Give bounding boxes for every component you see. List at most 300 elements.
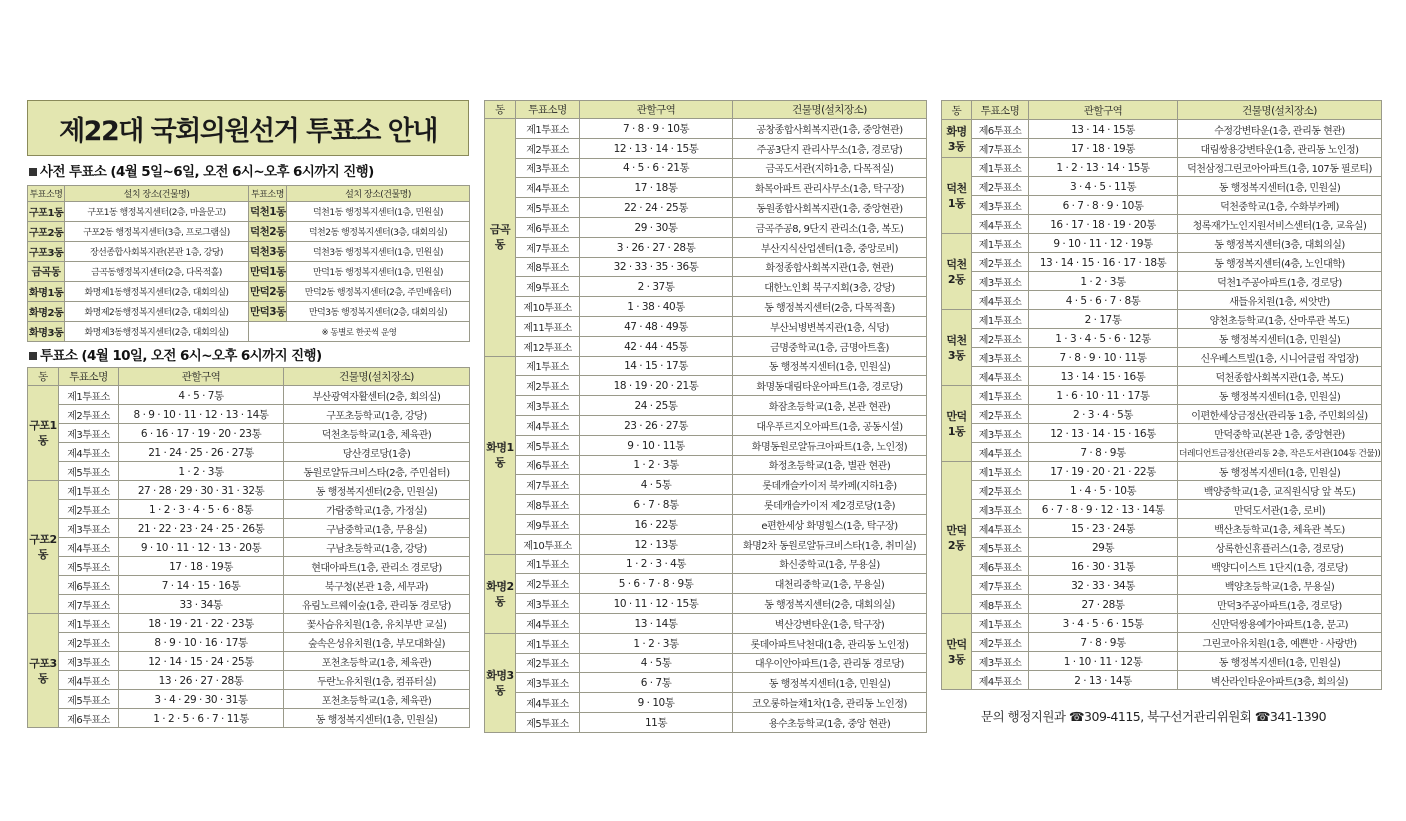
building-place: 구남초등학교(1층, 강당) — [284, 538, 470, 557]
contact-info: 문의 행정지원과 ☎309-4115, 북구선거관리위원회 ☎341-1390 — [981, 709, 1327, 724]
building-place: 대천리중학교(1층, 무용실) — [733, 574, 927, 594]
table-row — [485, 693, 927, 713]
table-row — [485, 336, 927, 356]
column-left — [27, 100, 469, 728]
table-row — [485, 633, 927, 653]
header-district: 관할구역 — [580, 101, 733, 119]
table-row — [942, 576, 1382, 595]
building-place: 금명중학교(1층, 금명아트홀) — [733, 336, 927, 356]
building-place: 동 행정복지센터(1층, 민원실) — [1178, 177, 1382, 196]
station-place: 화명제1동행정복지센터(2층, 대회의실) — [65, 282, 249, 302]
district-range: 24 · 25통 — [580, 396, 733, 416]
table-row — [942, 462, 1382, 481]
building-place: 가람중학교(1층, 가정실) — [284, 500, 470, 519]
table-row — [942, 234, 1382, 253]
station-name: 제7투표소 — [516, 237, 580, 257]
station-name: 제1투표소 — [972, 234, 1029, 253]
station-name: 제5투표소 — [516, 435, 580, 455]
table-row — [485, 594, 927, 614]
station-name: 만덕2동 — [249, 282, 287, 302]
station-name: 제2투표소 — [972, 481, 1029, 500]
early-voting-table — [27, 185, 470, 342]
table-row — [485, 396, 927, 416]
district-range: 1 · 2 · 3 · 4통 — [580, 554, 733, 574]
station-name: 만덕1동 — [249, 262, 287, 282]
station-name: 제1투표소 — [516, 356, 580, 376]
building-place: 대한노인회 북구지회(3층, 강당) — [733, 277, 927, 297]
building-place: 이편한세상금정산(관리동 1층, 주민회의실) — [1178, 405, 1382, 424]
table-header-row — [942, 101, 1382, 120]
station-place: 만덕1동 행정복지센터(1층, 민원실) — [287, 262, 470, 282]
district-range: 6 · 16 · 17 · 19 · 20 · 23통 — [119, 424, 284, 443]
building-place: 화정종합사회복지관(1층, 현관) — [733, 257, 927, 277]
election-day-heading — [27, 345, 469, 367]
station-name: 제1투표소 — [972, 310, 1029, 329]
polling-table-right — [941, 100, 1382, 690]
station-name: 제9투표소 — [516, 514, 580, 534]
table-row — [942, 291, 1382, 310]
column-middle — [484, 100, 926, 733]
station-name: 만덕3동 — [249, 302, 287, 322]
table-row — [485, 455, 927, 475]
dong-cell: 구포2동 — [28, 481, 59, 614]
table-row — [28, 595, 470, 614]
station-name: 화명1동 — [28, 282, 65, 302]
station-place: 만덕3동 행정복지센터(2층, 대회의실) — [287, 302, 470, 322]
table-row — [485, 574, 927, 594]
table-row — [28, 405, 470, 424]
table-row — [28, 557, 470, 576]
polling-table-middle — [484, 100, 927, 733]
early-voting-row — [28, 242, 470, 262]
station-name: 금곡동 — [28, 262, 65, 282]
building-place: 구남중학교(1층, 무용실) — [284, 519, 470, 538]
building-place: 화명동대림타운아파트(1층, 경로당) — [733, 376, 927, 396]
table-row — [28, 519, 470, 538]
building-place: 당산경로당(1층) — [284, 443, 470, 462]
polling-table-left — [27, 367, 470, 728]
table-row — [942, 671, 1382, 690]
header-building: 건물명(설치장소) — [733, 101, 927, 119]
table-row — [485, 277, 927, 297]
station-place: 장선종합사회복지관(본관 1층, 강당) — [65, 242, 249, 262]
station-name: 제5투표소 — [59, 462, 119, 481]
district-range: 21 · 24 · 25 · 26 · 27통 — [119, 443, 284, 462]
table-row — [28, 690, 470, 709]
district-range: 4 · 5 · 6 · 21통 — [580, 158, 733, 178]
station-name: 제3투표소 — [516, 396, 580, 416]
table-row — [485, 653, 927, 673]
district-range: 14 · 15 · 17통 — [580, 356, 733, 376]
district-range: 1 · 10 · 11 · 12통 — [1029, 652, 1178, 671]
station-name: 제3투표소 — [972, 196, 1029, 215]
building-place: 수정강변타운(1층, 관리동 현관) — [1178, 120, 1382, 139]
building-place: 공창종합사회복지관(1층, 중앙현관) — [733, 119, 927, 139]
district-range: 16 · 17 · 18 · 19 · 20통 — [1029, 215, 1178, 234]
table-row — [485, 376, 927, 396]
district-range: 21 · 22 · 23 · 24 · 25 · 26통 — [119, 519, 284, 538]
table-row — [485, 237, 927, 257]
station-name: 제5투표소 — [972, 538, 1029, 557]
station-name: 제4투표소 — [972, 519, 1029, 538]
station-place: 덕천1동 행정복지센터(1층, 민원실) — [287, 202, 470, 222]
station-name: 제1투표소 — [972, 462, 1029, 481]
station-name: 제2투표소 — [516, 653, 580, 673]
table-row — [28, 671, 470, 690]
building-place: 신만덕쌍용예가아파트(1층, 문고) — [1178, 614, 1382, 633]
building-place: 상록한신휴플러스(1층, 경로당) — [1178, 538, 1382, 557]
station-name: 제10투표소 — [516, 534, 580, 554]
dong-cell: 만덕1동 — [942, 386, 972, 462]
station-name: 제12투표소 — [516, 336, 580, 356]
election-day-heading-text: 투표소 (4월 10일, 오전 6시~오후 6시까지 진행) — [40, 348, 322, 364]
building-place: 롯데캐슬카이저 제2경로당(1층) — [733, 495, 927, 515]
building-place: 청록재가노인지원서비스센터(1층, 교육실) — [1178, 215, 1382, 234]
table-row — [942, 329, 1382, 348]
dong-cell: 덕천2동 — [942, 234, 972, 310]
table-row — [485, 415, 927, 435]
district-range: 3 · 4 · 5 · 11통 — [1029, 177, 1178, 196]
district-range: 9 · 10 · 11 · 12 · 19통 — [1029, 234, 1178, 253]
table-row — [28, 538, 470, 557]
district-range: 7 · 8 · 9통 — [1029, 443, 1178, 462]
header-station: 투표소명 — [59, 368, 119, 386]
table-row — [485, 178, 927, 198]
district-range: 7 · 8 · 9 · 10통 — [580, 119, 733, 139]
district-range: 13 · 14통 — [580, 613, 733, 633]
table-row — [942, 215, 1382, 234]
dong-cell: 화명3동 — [485, 633, 516, 732]
district-range: 4 · 5 · 6 · 7 · 8통 — [1029, 291, 1178, 310]
header-building: 건물명(설치장소) — [284, 368, 470, 386]
table-row — [28, 500, 470, 519]
station-place: 화명제2동행정복지센터(2층, 대회의실) — [65, 302, 249, 322]
header-dong: 동 — [942, 101, 972, 120]
building-place: 동 행정복지센터(1층, 민원실) — [284, 709, 470, 728]
building-place: 더레디언트금정산(관리동 2층, 작은도서관(104동 건물)) — [1178, 443, 1382, 462]
station-name: 제1투표소 — [972, 158, 1029, 177]
dong-cell: 화명1동 — [485, 356, 516, 554]
building-place: 화잠초등학교(1층, 본관 현관) — [733, 396, 927, 416]
table-row — [485, 316, 927, 336]
station-name: 제1투표소 — [516, 119, 580, 139]
table-row — [485, 514, 927, 534]
station-place: 금곡동행정복지센터(2층, 다목적홀) — [65, 262, 249, 282]
station-name: 제3투표소 — [59, 424, 119, 443]
table-row — [942, 652, 1382, 671]
building-place: 화신중학교(1층, 무용실) — [733, 554, 927, 574]
dong-cell: 구포1동 — [28, 386, 59, 481]
station-name: 제4투표소 — [516, 178, 580, 198]
station-place: 구포1동 행정복지센터(2층, 마을문고) — [65, 202, 249, 222]
district-range: 10 · 11 · 12 · 15통 — [580, 594, 733, 614]
station-name: 제4투표소 — [972, 671, 1029, 690]
early-header-station: 투표소명 — [28, 186, 65, 202]
district-range: 13 · 14 · 15통 — [1029, 120, 1178, 139]
table-row — [28, 652, 470, 671]
district-range: 29 · 30통 — [580, 217, 733, 237]
dong-cell: 만덕2동 — [942, 462, 972, 614]
district-range: 4 · 5통 — [580, 653, 733, 673]
building-place: 부산광역자활센터(2층, 회의실) — [284, 386, 470, 405]
station-name: 제2투표소 — [59, 633, 119, 652]
station-name: 제4투표소 — [516, 613, 580, 633]
table-row — [485, 158, 927, 178]
district-range: 11통 — [580, 712, 733, 732]
station-name: 제11투표소 — [516, 316, 580, 336]
district-range: 1 · 2 · 3통 — [580, 455, 733, 475]
station-name: 제4투표소 — [972, 291, 1029, 310]
table-row — [485, 138, 927, 158]
building-place: 동 행정복지센터(1층, 민원실) — [1178, 329, 1382, 348]
table-row — [942, 253, 1382, 272]
header-station: 투표소명 — [972, 101, 1029, 120]
district-range: 33 · 34통 — [119, 595, 284, 614]
station-name: 제6투표소 — [972, 557, 1029, 576]
district-range: 3 · 4 · 29 · 30 · 31통 — [119, 690, 284, 709]
header-district: 관할구역 — [1029, 101, 1178, 120]
station-name: 제3투표소 — [972, 500, 1029, 519]
table-header-row — [28, 368, 470, 386]
building-place: 포천초등학교(1층, 체육관) — [284, 652, 470, 671]
building-place: 동 행정복지센터(1층, 민원실) — [733, 356, 927, 376]
station-name: 제2투표소 — [972, 177, 1029, 196]
dong-cell: 덕천3동 — [942, 310, 972, 386]
station-name: 제4투표소 — [972, 367, 1029, 386]
building-place: 동 행정복지센터(1층, 민원실) — [1178, 386, 1382, 405]
building-place: 부산뇌병변복지관(1층, 식당) — [733, 316, 927, 336]
district-range: 13 · 14 · 15 · 16통 — [1029, 367, 1178, 386]
station-name: 제8투표소 — [516, 257, 580, 277]
building-place: 꽃사슴유치원(1층, 유치부반 교실) — [284, 614, 470, 633]
district-range: 1 · 2 · 3통 — [580, 633, 733, 653]
district-range: 3 · 26 · 27 · 28통 — [580, 237, 733, 257]
dong-cell: 구포3동 — [28, 614, 59, 728]
building-place: 용수초등학교(1층, 중앙 현관) — [733, 712, 927, 732]
early-voting-row — [28, 282, 470, 302]
building-place: 덕천중학교(1층, 수화부카페) — [1178, 196, 1382, 215]
table-row — [942, 348, 1382, 367]
district-range: 6 · 7 · 8 · 9 · 10통 — [1029, 196, 1178, 215]
building-place: 코오롱하늘채1차(1층, 관리동 노인정) — [733, 693, 927, 713]
station-name: 제2투표소 — [516, 574, 580, 594]
header-district: 관할구역 — [119, 368, 284, 386]
district-range: 27 · 28 · 29 · 30 · 31 · 32통 — [119, 481, 284, 500]
header-station: 투표소명 — [516, 101, 580, 119]
table-row — [28, 481, 470, 500]
dong-cell: 금곡동 — [485, 119, 516, 357]
district-range: 1 · 38 · 40통 — [580, 297, 733, 317]
operation-note: ※ 동별로 한곳씩 운영 — [249, 322, 470, 342]
table-row — [942, 405, 1382, 424]
station-name: 제5투표소 — [59, 690, 119, 709]
table-row — [942, 424, 1382, 443]
station-name: 제6투표소 — [516, 217, 580, 237]
station-name: 제4투표소 — [59, 671, 119, 690]
station-name: 제5투표소 — [59, 557, 119, 576]
building-place: 주공3단지 관리사무소(1층, 경로당) — [733, 138, 927, 158]
station-name: 구포2동 — [28, 222, 65, 242]
title-banner — [27, 100, 469, 156]
table-row — [485, 613, 927, 633]
station-name: 제6투표소 — [59, 709, 119, 728]
district-range: 7 · 14 · 15 · 16통 — [119, 576, 284, 595]
dong-cell: 화명3동 — [942, 120, 972, 158]
station-name: 화명3동 — [28, 322, 65, 342]
station-name: 제4투표소 — [516, 693, 580, 713]
district-range: 1 · 2 · 3 · 4 · 5 · 6 · 8통 — [119, 500, 284, 519]
header-dong: 동 — [28, 368, 59, 386]
building-place: 벽산라인타운아파트(3층, 회의실) — [1178, 671, 1382, 690]
station-name: 제6투표소 — [516, 455, 580, 475]
building-place: 만덕3주공아파트(1층, 경로당) — [1178, 595, 1382, 614]
district-range: 12 · 13 · 14 · 15통 — [580, 138, 733, 158]
district-range: 7 · 8 · 9 · 10 · 11통 — [1029, 348, 1178, 367]
table-row — [485, 673, 927, 693]
table-row — [942, 519, 1382, 538]
district-range: 13 · 26 · 27 · 28통 — [119, 671, 284, 690]
district-range: 32 · 33 · 34통 — [1029, 576, 1178, 595]
station-name: 덕천3동 — [249, 242, 287, 262]
table-row — [942, 158, 1382, 177]
district-range: 12 · 14 · 15 · 24 · 25통 — [119, 652, 284, 671]
station-name: 제4투표소 — [59, 538, 119, 557]
station-name: 제4투표소 — [516, 415, 580, 435]
early-voting-row — [28, 262, 470, 282]
early-voting-row — [28, 322, 470, 342]
district-range: 9 · 10 · 11통 — [580, 435, 733, 455]
district-range: 6 · 7 · 8통 — [580, 495, 733, 515]
table-row — [485, 475, 927, 495]
table-row — [28, 633, 470, 652]
early-voting-row — [28, 222, 470, 242]
table-row — [28, 424, 470, 443]
station-name: 제2투표소 — [972, 253, 1029, 272]
district-range: 23 · 26 · 27통 — [580, 415, 733, 435]
station-place: 덕천3동 행정복지센터(1층, 민원실) — [287, 242, 470, 262]
station-name: 제1투표소 — [59, 481, 119, 500]
station-name: 제1투표소 — [516, 554, 580, 574]
station-name: 구포3동 — [28, 242, 65, 262]
building-place: 동 행정복지센터(1층, 민원실) — [1178, 652, 1382, 671]
table-row — [485, 297, 927, 317]
table-row — [942, 272, 1382, 291]
bullet-square-icon — [29, 168, 37, 176]
district-range: 4 · 5통 — [580, 475, 733, 495]
station-name: 제3투표소 — [972, 652, 1029, 671]
station-name: 제10투표소 — [516, 297, 580, 317]
table-row — [28, 576, 470, 595]
district-range: 1 · 2 · 3통 — [119, 462, 284, 481]
station-name: 제8투표소 — [516, 495, 580, 515]
table-row — [942, 177, 1382, 196]
building-place: 덕천초등학교(1층, 체육관) — [284, 424, 470, 443]
building-place: 동 행정복지센터(3층, 대회의실) — [1178, 234, 1382, 253]
building-place: 동 행정복지센터(2층, 다목적홀) — [733, 297, 927, 317]
building-place: 대림쌍용강변타운(1층, 관리동 노인정) — [1178, 139, 1382, 158]
building-place: 백산초등학교(1층, 체육관 복도) — [1178, 519, 1382, 538]
station-name: 제6투표소 — [59, 576, 119, 595]
station-place: 만덕2동 행정복지센터(2층, 주민배움터) — [287, 282, 470, 302]
building-place: 신우베스트빌(1층, 시니어클럽 작업장) — [1178, 348, 1382, 367]
table-row — [942, 196, 1382, 215]
station-name: 제7투표소 — [59, 595, 119, 614]
station-name: 제7투표소 — [516, 475, 580, 495]
district-range: 12 · 13통 — [580, 534, 733, 554]
district-range: 16 · 22통 — [580, 514, 733, 534]
table-header-row — [485, 101, 927, 119]
station-name: 제4투표소 — [972, 215, 1029, 234]
district-range: 2 · 13 · 14통 — [1029, 671, 1178, 690]
district-range: 1 · 2 · 13 · 14 · 15통 — [1029, 158, 1178, 177]
district-range: 18 · 19 · 20 · 21통 — [580, 376, 733, 396]
station-name: 제1투표소 — [972, 614, 1029, 633]
district-range: 1 · 2 · 3통 — [1029, 272, 1178, 291]
station-name: 제4투표소 — [972, 443, 1029, 462]
district-range: 16 · 30 · 31통 — [1029, 557, 1178, 576]
station-name: 제9투표소 — [516, 277, 580, 297]
building-place: 화명동원로얄듀크아파트(1층, 노인정) — [733, 435, 927, 455]
table-row — [942, 595, 1382, 614]
district-range: 1 · 6 · 10 · 11 · 17통 — [1029, 386, 1178, 405]
building-place: 덕천종합사회복지관(1층, 복도) — [1178, 367, 1382, 386]
building-place: 동원로얄듀크비스타(2층, 주민쉼터) — [284, 462, 470, 481]
station-name: 제3투표소 — [59, 519, 119, 538]
station-name: 제7투표소 — [972, 576, 1029, 595]
page-title: 제22대 국회의원선거 투표소 안내 — [59, 115, 437, 147]
district-range: 17 · 19 · 20 · 21 · 22통 — [1029, 462, 1178, 481]
station-name: 제3투표소 — [972, 424, 1029, 443]
building-place: 동 행정복지센터(2층, 대회의실) — [733, 594, 927, 614]
district-range: 8 · 9 · 10 · 16 · 17통 — [119, 633, 284, 652]
station-place: 덕천2동 행정복지센터(3층, 대회의실) — [287, 222, 470, 242]
table-row — [28, 709, 470, 728]
dong-cell: 덕천1동 — [942, 158, 972, 234]
table-row — [942, 614, 1382, 633]
building-place: 화목아파트 관리사무소(1층, 탁구장) — [733, 178, 927, 198]
table-row — [942, 443, 1382, 462]
building-place: 동 행정복지센터(4층, 노인대학) — [1178, 253, 1382, 272]
table-row — [942, 633, 1382, 652]
table-row — [942, 538, 1382, 557]
building-place: 동 행정복지센터(2층, 민원실) — [284, 481, 470, 500]
district-range: 12 · 13 · 14 · 15 · 16통 — [1029, 424, 1178, 443]
station-name: 제5투표소 — [516, 198, 580, 218]
building-place: 화명2차 동원로얄듀크비스타(1층, 취미실) — [733, 534, 927, 554]
table-row — [28, 614, 470, 633]
early-header-place: 설치 장소(건물명) — [65, 186, 249, 202]
building-place: 덕천삼정그린코아아파트(1층, 107동 필로티) — [1178, 158, 1382, 177]
dong-cell: 화명2동 — [485, 554, 516, 633]
district-range: 22 · 24 · 25통 — [580, 198, 733, 218]
table-row — [485, 435, 927, 455]
table-row — [942, 500, 1382, 519]
building-place: 숲속은성유치원(1층, 부모대화실) — [284, 633, 470, 652]
table-row — [485, 495, 927, 515]
table-row — [485, 257, 927, 277]
district-range: 17 · 18 · 19통 — [119, 557, 284, 576]
district-range: 47 · 48 · 49통 — [580, 316, 733, 336]
district-range: 6 · 7 · 8 · 9 · 12 · 13 · 14통 — [1029, 500, 1178, 519]
station-name: 제4투표소 — [59, 443, 119, 462]
building-place: 현대아파트(1층, 관리소 경로당) — [284, 557, 470, 576]
early-header-station: 투표소명 — [249, 186, 287, 202]
station-place: 화명제3동행정복지센터(2층, 대회의실) — [65, 322, 249, 342]
station-name: 제1투표소 — [516, 633, 580, 653]
station-name: 덕천2동 — [249, 222, 287, 242]
table-row — [485, 119, 927, 139]
district-range: 6 · 7통 — [580, 673, 733, 693]
